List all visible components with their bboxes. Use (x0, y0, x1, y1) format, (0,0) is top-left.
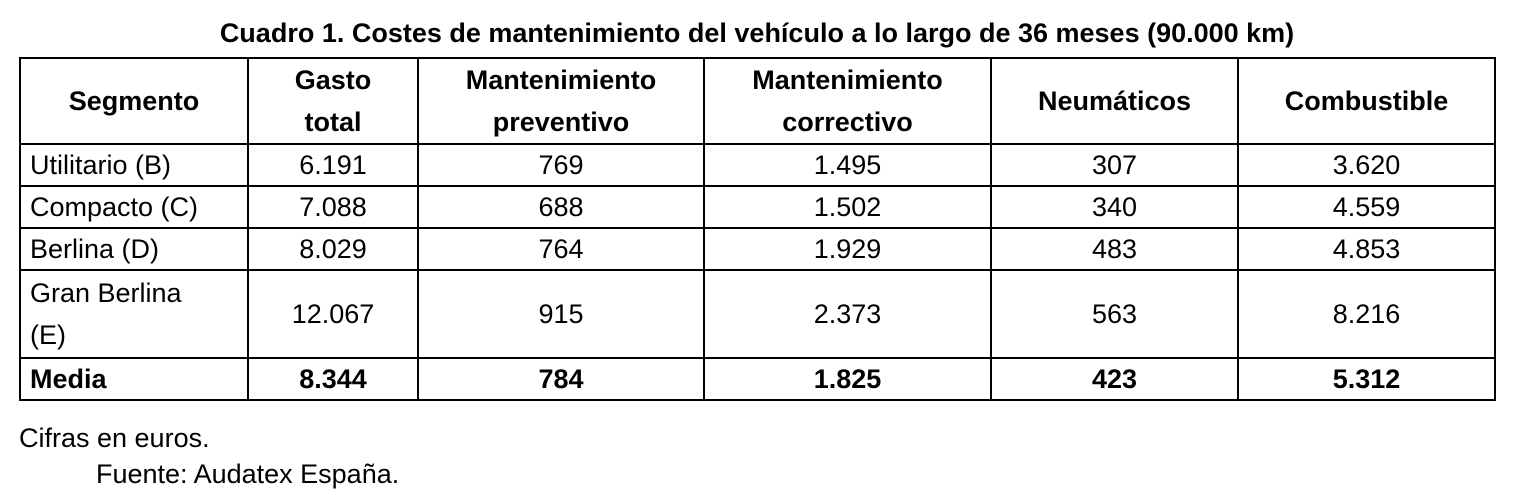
header-mantenimiento-preventivo (418, 58, 704, 144)
header-text: total (304, 107, 362, 137)
neumaticos-cell: 563 (991, 270, 1238, 358)
gasto-total-cell: 8.344 (248, 358, 418, 400)
correctivo-cell: 1.825 (704, 358, 991, 400)
neumaticos-cell: 307 (991, 144, 1238, 186)
average-label: Media (20, 358, 248, 400)
header-neumaticos (991, 58, 1238, 144)
gasto-total-cell: 7.088 (248, 186, 418, 228)
segment-label: Utilitario (B) (30, 150, 172, 180)
segment-cell (20, 270, 248, 358)
gasto-total-cell: 8.029 (248, 228, 418, 270)
combustible-cell: 8.216 (1238, 270, 1495, 358)
preventivo-cell: 764 (418, 228, 704, 270)
table-header-row (20, 58, 1495, 144)
header-text: Mantenimiento (752, 65, 943, 95)
correctivo-cell: 1.502 (704, 186, 991, 228)
maintenance-cost-table (19, 57, 1496, 401)
preventivo-cell: 915 (418, 270, 704, 358)
neumaticos-cell: 340 (991, 186, 1238, 228)
neumaticos-cell: 423 (991, 358, 1238, 400)
segment-label: Compacto (C) (30, 192, 199, 222)
correctivo-cell: 2.373 (704, 270, 991, 358)
header-mantenimiento-correctivo (704, 58, 991, 144)
preventivo-cell: 784 (418, 358, 704, 400)
combustible-cell: 3.620 (1238, 144, 1495, 186)
average-row (20, 358, 1495, 400)
units-note: Cifras en euros. (19, 423, 210, 453)
correctivo-cell: 1.495 (704, 144, 991, 186)
header-text: Mantenimiento (465, 65, 657, 95)
segment-cell (20, 144, 248, 186)
source-note: Fuente: Audatex España. (96, 459, 400, 489)
header-text: Combustible (1284, 86, 1449, 116)
header-text: correctivo (782, 107, 913, 137)
header-gasto-total (248, 58, 418, 144)
table-row (20, 270, 1495, 358)
table-title: Cuadro 1. Costes de mantenimiento del vehículo a lo largo de 36 meses (90.000 km) (219, 18, 1295, 48)
combustible-cell: 4.853 (1238, 228, 1495, 270)
table-row (20, 186, 1495, 228)
segment-cell (20, 228, 248, 270)
segment-label: (E) (30, 320, 66, 350)
table-row (20, 144, 1495, 186)
header-text: Segmento (68, 86, 200, 116)
header-text: preventivo (492, 107, 630, 137)
combustible-cell: 5.312 (1238, 358, 1495, 400)
segment-label: Berlina (D) (30, 234, 160, 264)
preventivo-cell: 769 (418, 144, 704, 186)
table-row (20, 228, 1495, 270)
header-text: Gasto (294, 65, 372, 95)
segment-cell (20, 186, 248, 228)
gasto-total-cell: 12.067 (248, 270, 418, 358)
combustible-cell: 4.559 (1238, 186, 1495, 228)
header-text: Neumáticos (1037, 86, 1192, 116)
neumaticos-cell: 483 (991, 228, 1238, 270)
header-combustible (1238, 58, 1495, 144)
preventivo-cell: 688 (418, 186, 704, 228)
correctivo-cell: 1.929 (704, 228, 991, 270)
segment-label: Gran Berlina (30, 278, 182, 308)
gasto-total-cell: 6.191 (248, 144, 418, 186)
header-segmento (20, 58, 248, 144)
